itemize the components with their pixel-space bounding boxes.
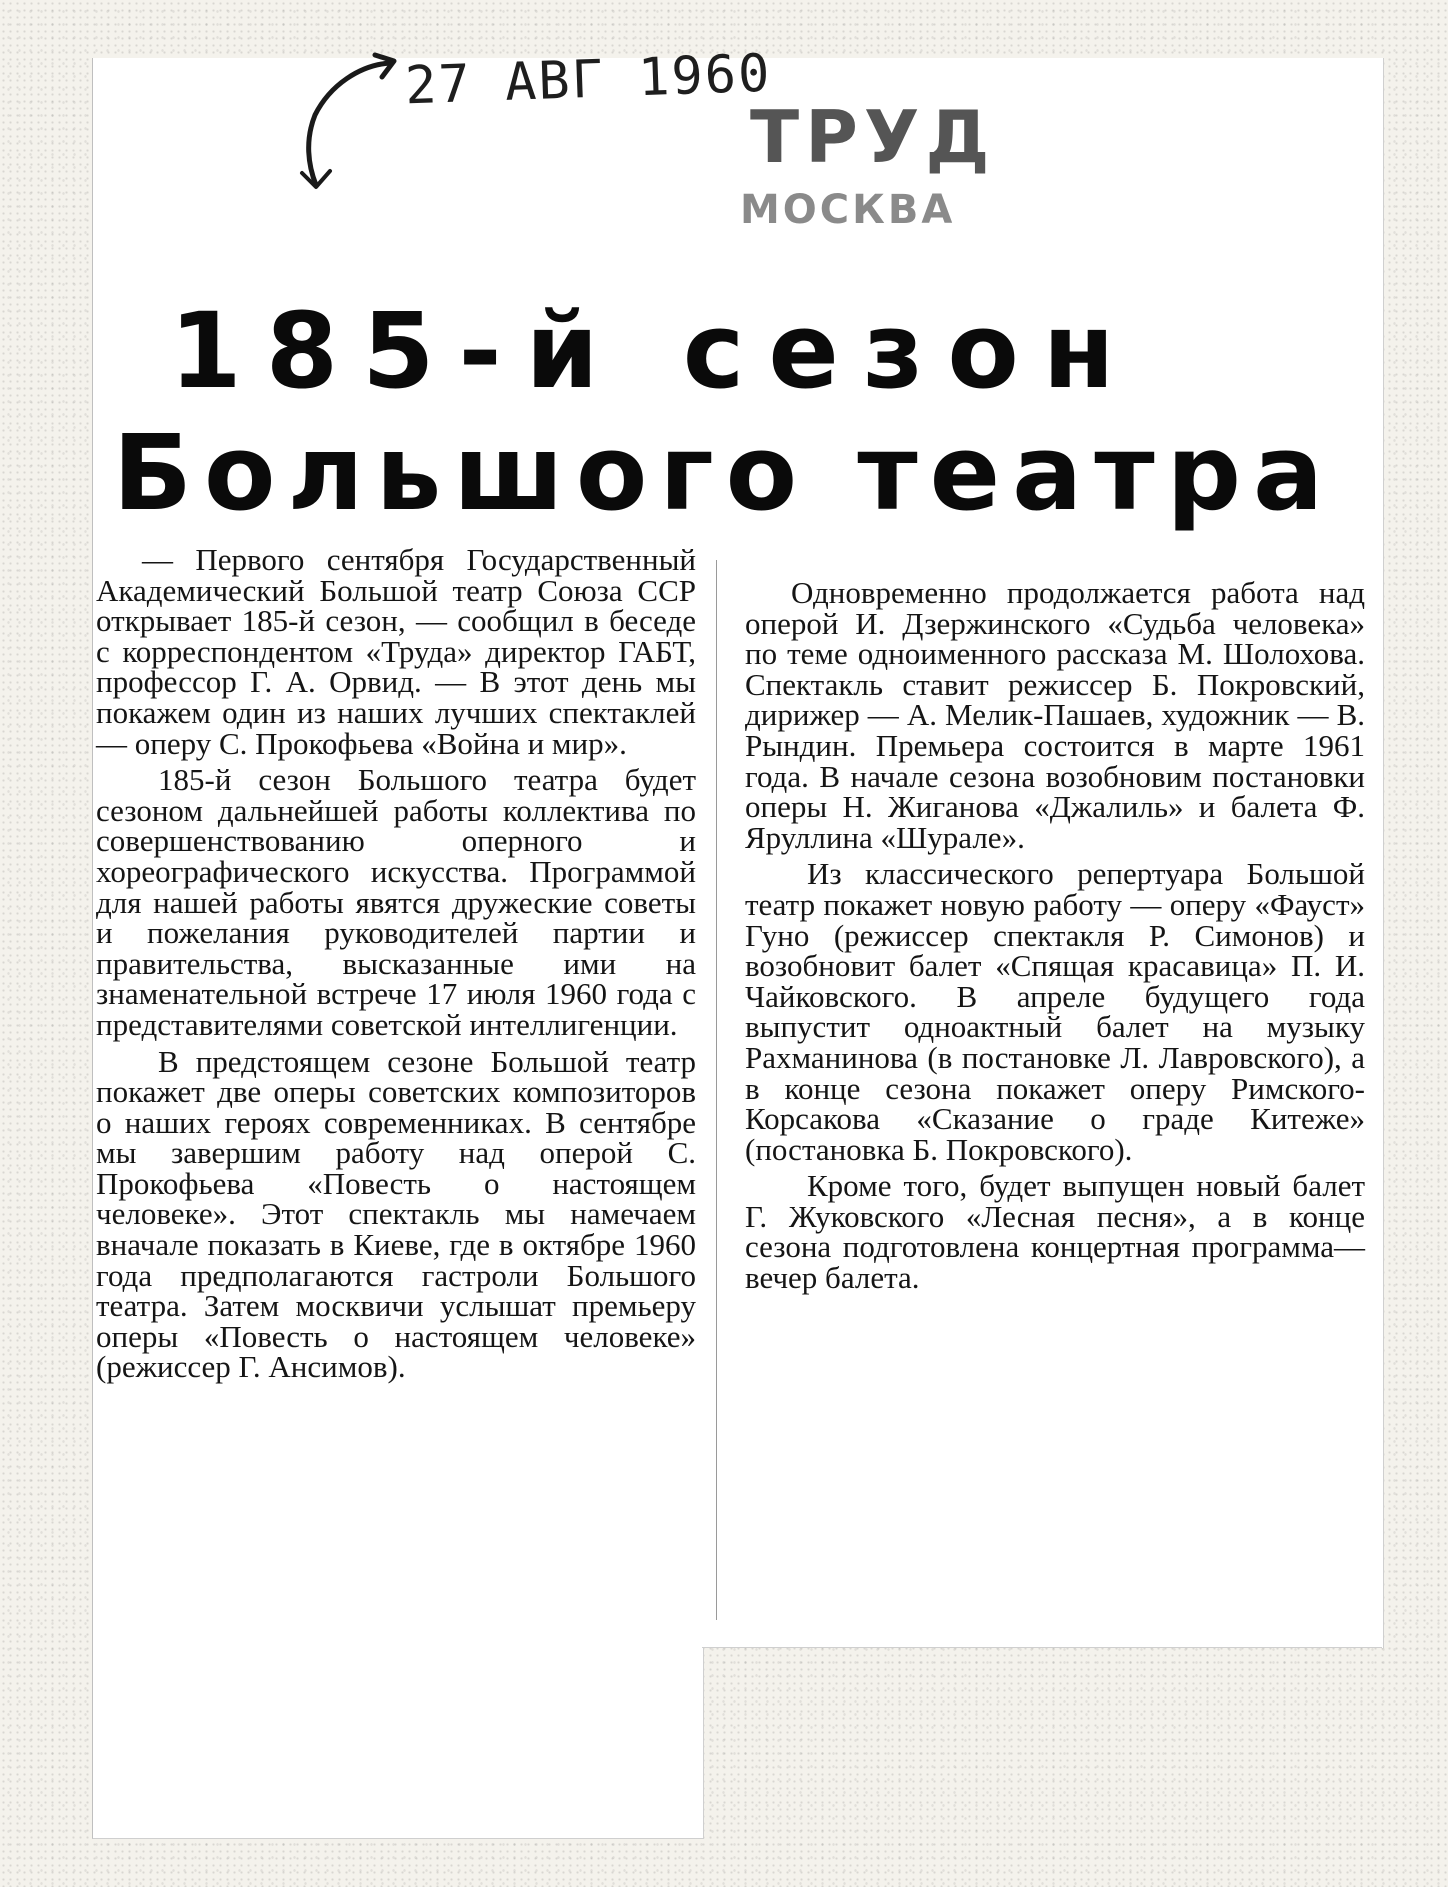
clipping-edge bbox=[702, 1647, 1382, 1648]
paragraph: Из классического репертуара Большой театр покажет новую работу — оперу «Фауст» Гуно (режиссер спектакля Р. Симонов) и возобновит балет «Спящая красавица» П. И. Чайковского. В апреле будущего года выпустит одноактный балет на музыку Рахманинова (в постановке Л. Лавровского), а в конце сезона покажет оперу Римского-Корсакова «Сказание о граде Китеже» (постановка Б. Покровского). bbox=[745, 856, 1365, 1167]
clipping-paper-lower-tab bbox=[92, 1648, 704, 1839]
paragraph: 185-й сезон Большого театра будет сезоном дальнейшей работы коллектива по совершенствованию оперного и хореографического искусства. Программой для нашей работы явятся дружеские советы и пожелания руководителей партии и правительства, высказанные ими на знаменательной встрече 17 июля 1960 года с представителями советской интеллигенции. bbox=[96, 762, 696, 1042]
city-stamp: МОСКВА bbox=[740, 187, 956, 233]
newspaper-name-stamp: ТРУД bbox=[750, 95, 996, 179]
paragraph: В предстоящем сезоне Большой театр покажет две оперы советских композиторов о наших героях современниках. В сентябре мы завершим работу над оперой С. Прокофьева «Повесть о настоящем человеке». Этот спектакль мы намечаем вначале показать в Киеве, где в октябре 1960 года предполагаются гастроли Большого театра. Затем москвичи услышат премьеру оперы «Повесть о настоящем человеке» (режиссер Г. Ансимов). bbox=[96, 1043, 696, 1385]
article-column-right bbox=[745, 575, 1365, 1300]
date-stamp: 27 АВГ 1960 bbox=[404, 43, 773, 117]
paragraph: — Первого сентября Государственный Академический Большой театр Союза ССР открывает 185-й сезон, — сообщил в беседе с корреспондентом «Труда» директор ГАБТ, профессор Г. А. Орвид. — В этот день мы покажем один из наших лучших спектаклей — оперу С. Прокофьева «Война и мир». bbox=[96, 542, 696, 761]
article-headline bbox=[0, 290, 1448, 534]
headline-line-1: 185-й сезон bbox=[169, 290, 1139, 412]
paragraph: Кроме того, будет выпущен новый балет Г. Жуковского «Лесная песня», а в конце сезона подготовлена концертная программа—вечер балета. bbox=[745, 1168, 1365, 1296]
paragraph: Одновременно продолжается работа над оперой И. Дзержинского «Судьба человека» по теме одноименного рассказа М. Шолохова. Спектакль ставит режиссер Б. Покровский, дирижер — А. Мелик-Пашаев, художник — В. Рындин. Премьера состоится в марте 1961 года. В начале сезона возобновим постановки оперы Н. Жиганова «Джалиль» и балета Ф. Яруллина «Шурале». bbox=[745, 575, 1365, 855]
headline-line-2: Большого театра bbox=[112, 412, 1336, 534]
article-column-left bbox=[96, 542, 696, 1389]
handwritten-arrow-mark bbox=[290, 45, 410, 195]
column-divider bbox=[716, 560, 717, 1620]
